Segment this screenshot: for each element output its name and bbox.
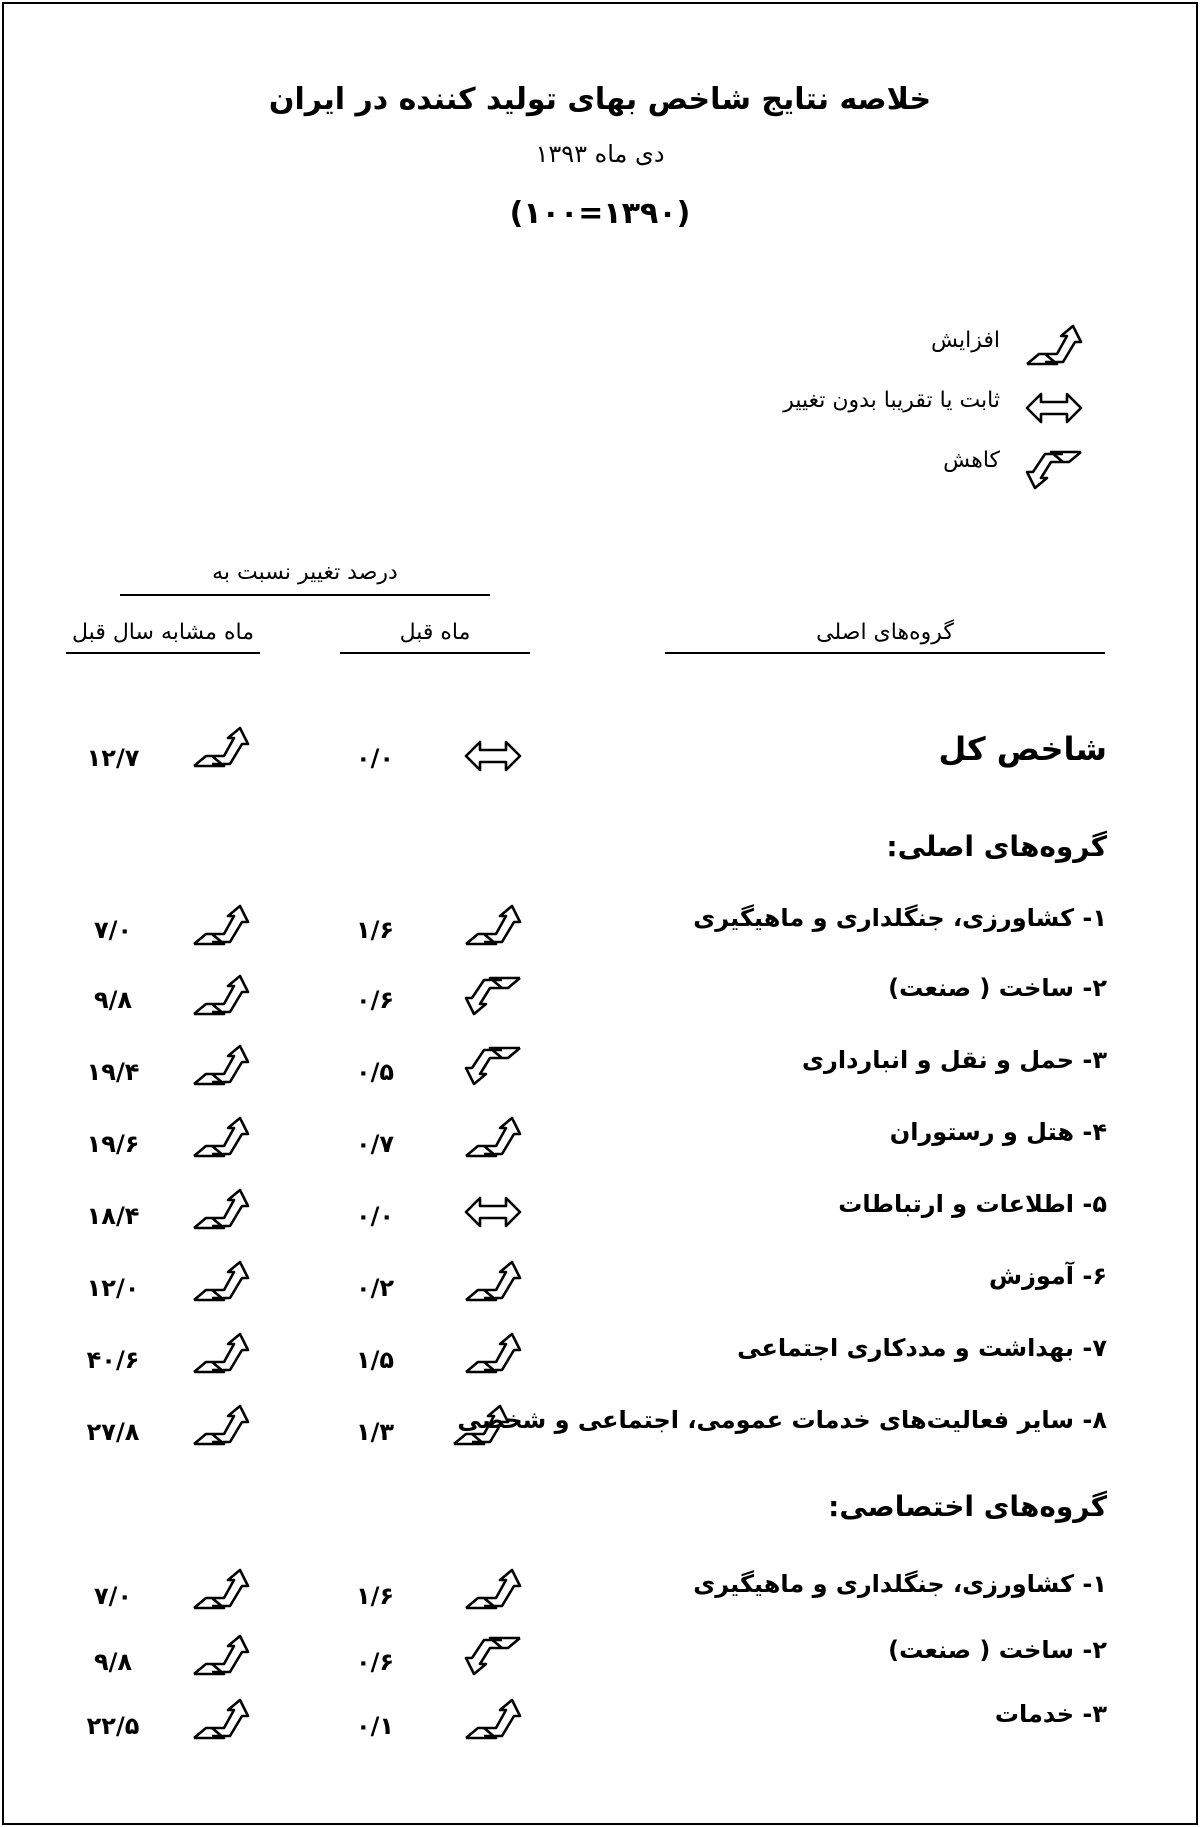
main-group-year-value: ۹/۸: [93, 986, 133, 1014]
main-group-month-trend-icon: [462, 1258, 524, 1304]
main-group-year-trend-icon: [190, 1330, 252, 1376]
main-group-month-trend-icon: [450, 1402, 512, 1448]
special-group-year-value: ۷/۰: [93, 1582, 133, 1610]
special-groups-section-title: گروه‌های اختصاصی:: [828, 1490, 1107, 1523]
main-group-month-value: ۰/۶: [355, 986, 395, 1014]
main-group-year-value: ۷/۰: [93, 916, 133, 944]
main-group-month-trend-icon: [462, 1114, 524, 1160]
special-group-year-trend-icon: [190, 1566, 252, 1612]
previous-month-underline: [340, 652, 530, 654]
total-month-trend-icon: [462, 736, 524, 776]
base-year: (۱۳۹۰=۱۰۰): [509, 196, 691, 231]
header-percent-change: درصد تغییر نسبت به: [212, 560, 398, 585]
main-group-year-value: ۱۹/۶: [86, 1130, 140, 1158]
main-group-label: ۷- بهداشت و مددکاری اجتماعی: [737, 1334, 1107, 1362]
main-group-label: ۴- هتل و رستوران: [889, 1118, 1107, 1146]
header-same-month-last-year: ماه مشابه سال قبل: [72, 620, 254, 645]
special-group-month-trend-icon: [462, 1632, 524, 1678]
page-subtitle: دی ماه ۱۳۹۳: [535, 140, 665, 168]
legend-decrease-label: کاهش: [943, 448, 1000, 473]
main-group-label: ۳- حمل و نقل و انبارداری: [802, 1046, 1107, 1074]
main-group-month-value: ۰/۲: [355, 1274, 395, 1302]
header-main-groups: گروه‌های اصلی: [816, 620, 954, 645]
main-group-month-trend-icon: [462, 902, 524, 948]
special-group-label: ۳- خدمات: [994, 1700, 1107, 1728]
special-group-month-value: ۰/۱: [355, 1712, 395, 1740]
special-group-month-trend-icon: [462, 1566, 524, 1612]
main-group-year-value: ۱۸/۴: [86, 1202, 140, 1230]
total-year-trend-icon: [190, 724, 252, 770]
legend-increase-label: افزایش: [930, 328, 1000, 353]
increase-arrow-icon: [1023, 322, 1085, 368]
special-group-label: ۱- کشاورزی، جنگلداری و ماهیگیری: [693, 1570, 1107, 1598]
main-group-month-value: ۱/۶: [355, 916, 395, 944]
main-group-year-trend-icon: [190, 1258, 252, 1304]
total-month-value: ۰/۰: [355, 744, 395, 772]
legend-unchanged-label: ثابت یا تقریبا بدون تغییر: [783, 388, 1000, 413]
main-group-year-value: ۲۷/۸: [86, 1418, 140, 1446]
main-group-year-trend-icon: [190, 1402, 252, 1448]
main-group-year-trend-icon: [190, 972, 252, 1018]
main-group-month-trend-icon: [462, 1330, 524, 1376]
special-group-year-trend-icon: [190, 1696, 252, 1742]
main-group-month-value: ۰/۰: [355, 1202, 395, 1230]
main-groups-section-title: گروه‌های اصلی:: [886, 830, 1107, 863]
header-previous-month: ماه قبل: [399, 620, 471, 645]
main-group-label: ۸- سایر فعالیت‌های خدمات عمومی، اجتماعی و شخصی: [457, 1406, 1107, 1434]
main-group-month-value: ۰/۵: [355, 1058, 395, 1086]
main-group-month-trend-icon: [462, 1042, 524, 1088]
main-group-label: ۲- ساخت ( صنعت): [888, 974, 1107, 1002]
main-group-year-value: ۴۰/۶: [86, 1346, 140, 1374]
main-group-year-value: ۱۹/۴: [86, 1058, 140, 1086]
main-group-year-trend-icon: [190, 1186, 252, 1232]
decrease-arrow-icon: [1023, 446, 1085, 492]
special-group-year-value: ۲۲/۵: [86, 1712, 140, 1740]
last-year-underline: [66, 652, 260, 654]
main-group-month-trend-icon: [462, 972, 524, 1018]
main-group-label: ۶- آموزش: [988, 1262, 1107, 1290]
main-group-month-value: ۱/۵: [355, 1346, 395, 1374]
special-group-month-value: ۱/۶: [355, 1582, 395, 1610]
header-divider: [120, 594, 490, 596]
main-group-month-trend-icon: [462, 1192, 524, 1232]
page-title: خلاصه نتایج شاخص بهای تولید کننده در ایران: [268, 82, 932, 117]
special-group-year-trend-icon: [190, 1632, 252, 1678]
main-group-year-trend-icon: [190, 902, 252, 948]
total-index-label: شاخص کل: [938, 730, 1107, 768]
main-group-month-value: ۰/۷: [355, 1130, 395, 1158]
main-groups-underline: [665, 652, 1105, 654]
main-group-month-value: ۱/۳: [355, 1418, 395, 1446]
total-year-value: ۱۲/۷: [86, 744, 140, 772]
main-group-year-trend-icon: [190, 1114, 252, 1160]
special-group-month-trend-icon: [462, 1696, 524, 1742]
special-group-year-value: ۹/۸: [93, 1648, 133, 1676]
main-group-label: ۵- اطلاعات و ارتباطات: [838, 1190, 1107, 1218]
special-group-label: ۲- ساخت ( صنعت): [888, 1636, 1107, 1664]
unchanged-arrow-icon: [1023, 388, 1085, 428]
main-group-label: ۱- کشاورزی، جنگلداری و ماهیگیری: [693, 904, 1107, 932]
special-group-month-value: ۰/۶: [355, 1648, 395, 1676]
main-group-year-value: ۱۲/۰: [86, 1274, 140, 1302]
main-group-year-trend-icon: [190, 1042, 252, 1088]
